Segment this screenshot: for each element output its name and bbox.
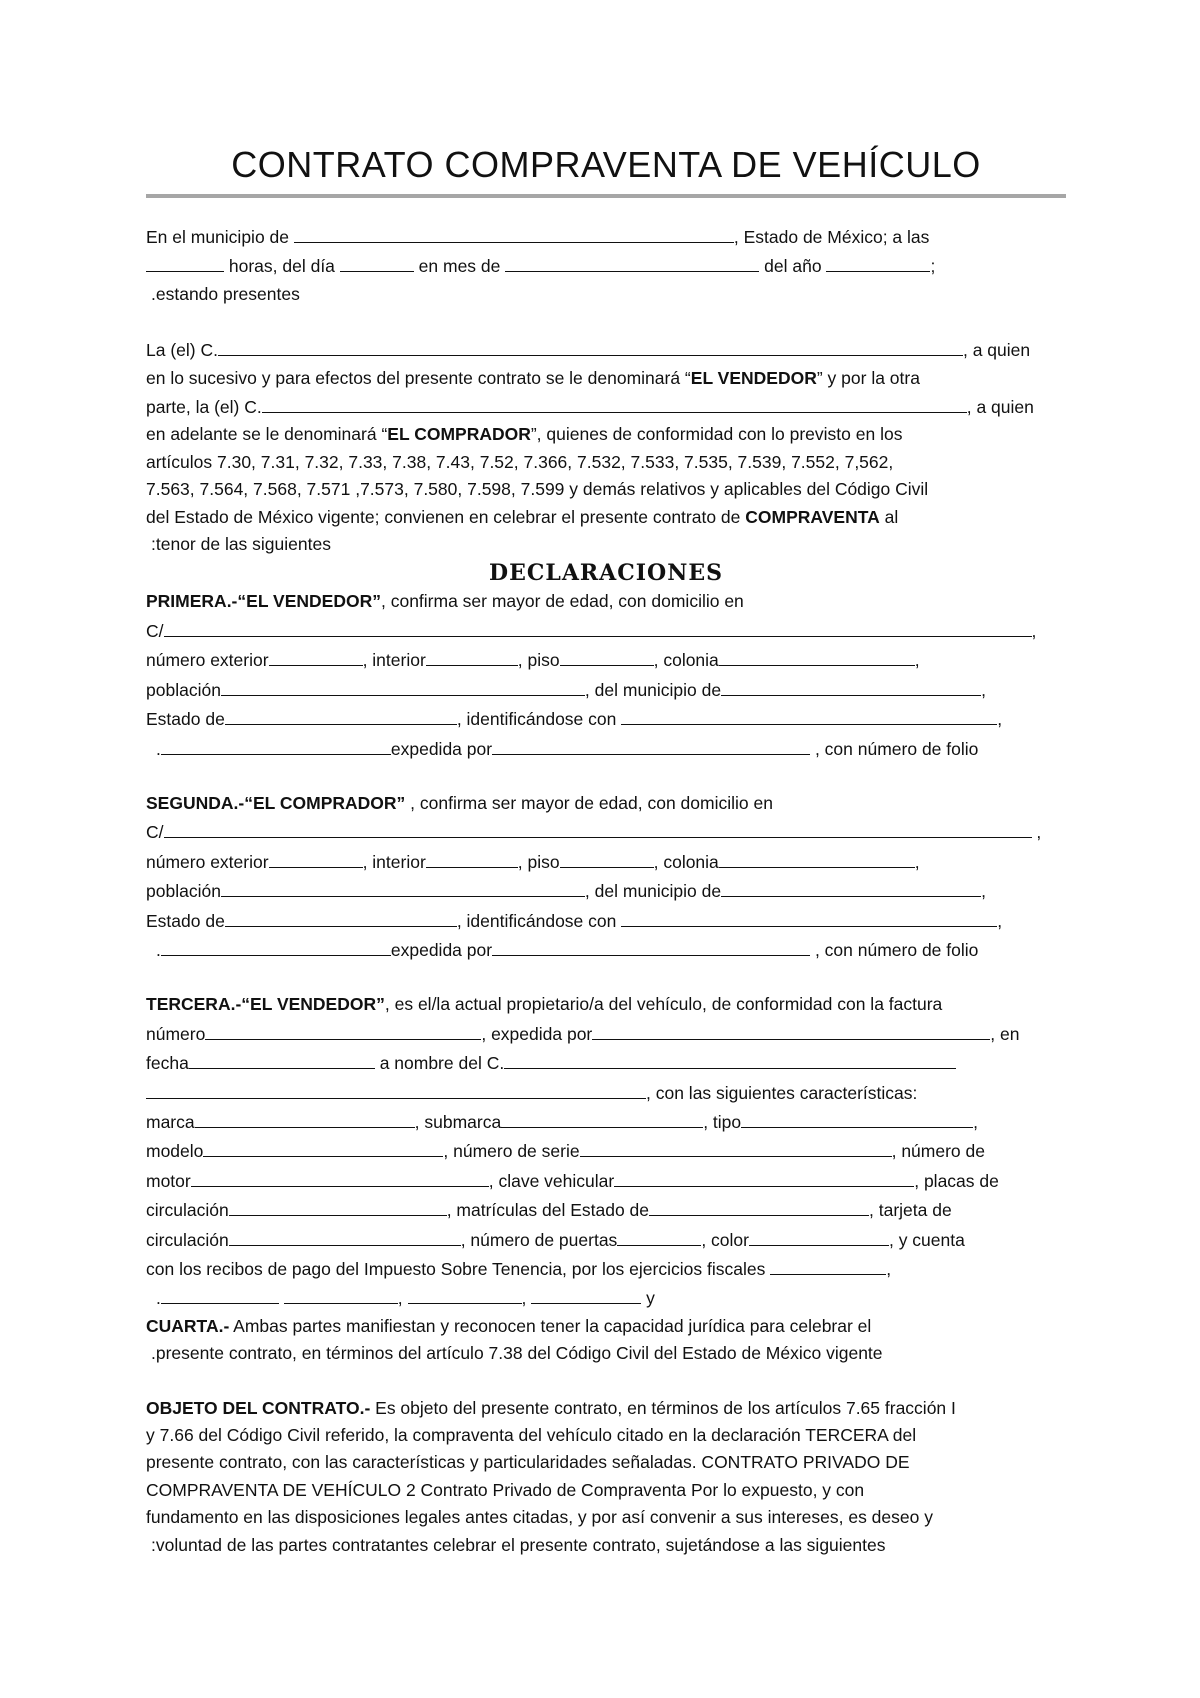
primera-interior-blank[interactable]: [426, 645, 518, 666]
poblacion-label: población: [146, 881, 221, 902]
color-label: , color: [701, 1229, 749, 1250]
factura-en-label: , en: [990, 1023, 1020, 1044]
numero-de-label: , número de: [891, 1141, 985, 1162]
y-cuenta-label: , y cuenta: [888, 1229, 965, 1250]
ejercicio-fiscal-blank-3[interactable]: [284, 1283, 398, 1304]
primera-calle-line: [146, 616, 1066, 645]
a-nombre-blank-continued[interactable]: [146, 1078, 646, 1099]
tercera-label: TERCERA.-: [146, 994, 242, 1015]
tercera-caracteristicas-line: [146, 1078, 1066, 1107]
segunda-expedida-blank[interactable]: [492, 935, 810, 956]
vendedor-name-blank[interactable]: [218, 335, 963, 356]
comma: ,: [981, 881, 986, 902]
tercera-line-1: , es el/la actual propietario/a del vehículo, de conformidad con la factura: [384, 994, 943, 1015]
comma: ,: [973, 1111, 979, 1132]
declaraciones-heading: DECLARACIONES: [489, 560, 723, 587]
clave-vehicular-label: , clave vehicular: [488, 1170, 615, 1191]
intro-semicolon: ;: [930, 256, 936, 277]
y-label: y: [646, 1288, 655, 1309]
submarca-blank[interactable]: [501, 1107, 703, 1128]
segunda-interior-blank[interactable]: [426, 847, 518, 868]
piso-label: , piso: [517, 650, 560, 671]
estado-label: Estado de: [146, 910, 225, 931]
parties-line-3: [146, 392, 1066, 421]
numero-serie-blank[interactable]: [580, 1136, 892, 1157]
a-nombre-label: a nombre del C.: [379, 1053, 505, 1074]
dot: .: [156, 939, 161, 960]
segunda-municipio-blank[interactable]: [721, 876, 981, 897]
comprador-term: EL COMPRADOR: [387, 424, 531, 445]
identificandose-label: , identificándose con: [456, 709, 617, 730]
dot: .: [156, 1288, 161, 1309]
poblacion-label: población: [146, 679, 221, 700]
parties-line-1: [146, 335, 1066, 364]
segunda-identificacion-blank[interactable]: [621, 906, 997, 927]
comma: ,: [997, 910, 1003, 931]
tercera-motor-line: [146, 1166, 1066, 1195]
segunda-poblacion-line: [146, 876, 1066, 905]
primera-poblacion-blank[interactable]: [221, 675, 585, 696]
marca-label: marca: [146, 1111, 195, 1132]
segunda-label: SEGUNDA.-: [146, 792, 245, 813]
segunda-heading: [146, 790, 1066, 817]
folio-label: , con número de folio: [814, 738, 979, 759]
tercera-modelo-line: [146, 1136, 1066, 1165]
municipio-blank[interactable]: [294, 222, 734, 243]
primera-identificacion-numero-blank[interactable]: [161, 734, 391, 755]
cuarta-line-1: [146, 1313, 1066, 1340]
vendedor-term: EL VENDEDOR: [690, 367, 817, 388]
primera-party: “EL VENDEDOR”: [237, 591, 381, 612]
segunda-estado-line: [146, 906, 1066, 935]
la-el-label: La (el) C.: [146, 340, 218, 361]
primera-text: , confirma ser mayor de edad, con domicilio en: [380, 591, 744, 612]
tercera-puertas-line: [146, 1225, 1066, 1254]
parties-line-2-post: ” y por la otra: [816, 367, 920, 388]
tercera-recibos-line: [146, 1254, 1066, 1283]
matriculas-label: , matrículas del Estado de: [446, 1200, 650, 1221]
objeto-line-4: COMPRAVENTA DE VEHÍCULO 2 Contrato Privado de Compraventa Por lo expuesto, y con: [146, 1479, 865, 1500]
segunda-calle-line: [146, 817, 1066, 846]
segunda-numero-exterior-blank[interactable]: [269, 847, 363, 868]
comma: ,: [914, 851, 920, 872]
intro-line-1: [146, 222, 1066, 251]
parties-line-7-post: al: [884, 506, 899, 527]
segunda-calle-blank[interactable]: [164, 817, 1032, 838]
tercera-fecha-line: [146, 1048, 1066, 1077]
submarca-label: , submarca: [414, 1111, 502, 1132]
intro-line-2: [146, 251, 1066, 280]
municipio-label: , del municipio de: [584, 679, 722, 700]
expedida-por-label: expedida por: [390, 738, 493, 759]
page-title: CONTRATO COMPRAVENTA DE VEHÍCULO: [231, 144, 981, 185]
clave-vehicular-blank[interactable]: [614, 1166, 914, 1187]
dia-blank[interactable]: [340, 251, 414, 272]
municipio-label: , del municipio de: [584, 881, 722, 902]
calle-label: C/: [146, 620, 164, 641]
comma: ,: [1036, 822, 1042, 843]
cuarta-label: CUARTA.-: [146, 1315, 230, 1336]
motor-blank[interactable]: [191, 1166, 489, 1187]
segunda-colonia-blank[interactable]: [719, 847, 915, 868]
intro-municipio-label: En el municipio de: [146, 227, 289, 247]
numero-puertas-blank[interactable]: [617, 1225, 701, 1246]
tarjeta-label: , tarjeta de: [869, 1200, 952, 1221]
primera-expedida-line: [146, 734, 1066, 763]
primera-numero-line: [146, 645, 1066, 674]
factura-numero-label: número: [146, 1023, 206, 1044]
numero-puertas-label: , número de puertas: [460, 1229, 618, 1250]
primera-identificacion-blank[interactable]: [621, 704, 997, 725]
parties-line-5: artículos 7.30, 7.31, 7.32, 7.33, 7.38, 7.43, 7.52, 7.366, 7.532, 7.533, 7.535, 7.539, 7.552, 7,562,: [146, 451, 894, 472]
tercera-heading: [146, 991, 1066, 1018]
parties-line-4-pre: en adelante se le denominará “: [146, 424, 388, 445]
cuarta-line-2: .presente contrato, en términos del artículo 7.38 del Código Civil del Estado de México vigente: [151, 1343, 883, 1364]
caracteristicas-label: , con las siguientes características:: [646, 1082, 918, 1103]
parties-line-2: [146, 365, 1066, 392]
parties-line-8: :tenor de las siguientes: [151, 534, 331, 555]
tarjeta-blank[interactable]: [229, 1225, 461, 1246]
modelo-blank[interactable]: [203, 1136, 443, 1157]
segunda-poblacion-blank[interactable]: [221, 876, 585, 897]
primera-expedida-blank[interactable]: [492, 734, 810, 755]
intro-presentes: .estando presentes: [151, 283, 300, 304]
factura-expedida-blank[interactable]: [592, 1019, 990, 1040]
primera-municipio-blank[interactable]: [721, 675, 981, 696]
segunda-estado-blank[interactable]: [225, 906, 457, 927]
parties-line-4: [146, 421, 1066, 448]
factura-numero-blank[interactable]: [205, 1019, 481, 1040]
marca-blank[interactable]: [195, 1107, 415, 1128]
tercera-marca-line: [146, 1107, 1066, 1136]
intro-mes-text: en mes de: [418, 256, 501, 277]
numero-exterior-label: número exterior: [146, 851, 269, 872]
a-quien-1: , a quien: [962, 340, 1031, 361]
objeto-line-6: :voluntad de las partes contratantes celebrar el presente contrato, sujetándose a las siguientes: [151, 1534, 886, 1555]
primera-label: PRIMERA.-: [146, 591, 238, 612]
comprador-name-blank[interactable]: [262, 392, 967, 413]
compraventa-term: COMPRAVENTA: [745, 506, 880, 527]
objeto-line-5: fundamento en las disposiciones legales antes citadas, y por así convenir a sus intereses, es deseo y: [146, 1507, 933, 1528]
piso-label: , piso: [517, 851, 560, 872]
expedida-por-label: expedida por: [390, 939, 493, 960]
comma: ,: [397, 1288, 403, 1309]
parties-line-2-pre: en lo sucesivo y para efectos del presente contrato se le denominará “: [146, 367, 691, 388]
objeto-line-3: presente contrato, con las características y particularidades señaladas. CONTRATO PRIVADO DE: [146, 1452, 910, 1473]
parte-la-el-label: parte, la (el) C.: [146, 397, 262, 418]
interior-label: , interior: [362, 851, 426, 872]
tercera-circulacion-line: [146, 1195, 1066, 1224]
objeto-line-1: [146, 1395, 1066, 1422]
matriculas-blank[interactable]: [649, 1195, 869, 1216]
dot: .: [156, 738, 161, 759]
factura-fecha-label: fecha: [146, 1053, 189, 1074]
segunda-expedida-line: [146, 935, 1066, 964]
circulacion-label: circulación: [146, 1229, 229, 1250]
comma: ,: [997, 709, 1003, 730]
intro-horas-text: horas, del día: [228, 256, 335, 277]
tipo-blank[interactable]: [741, 1107, 973, 1128]
ejercicio-fiscal-blank-1[interactable]: [770, 1254, 886, 1275]
recibos-label: con los recibos de pago del Impuesto Sobre Tenencia, por los ejercicios fiscales: [146, 1259, 766, 1279]
factura-fecha-blank[interactable]: [189, 1048, 375, 1069]
intro-estado-text: , Estado de México; a las: [733, 227, 930, 247]
comma: ,: [981, 679, 986, 700]
factura-expedida-label: , expedida por: [481, 1023, 593, 1044]
colonia-label: , colonia: [653, 851, 719, 872]
tercera-ejercicios-line: [146, 1283, 1066, 1312]
horas-blank[interactable]: [146, 251, 224, 272]
comma: ,: [886, 1259, 892, 1279]
parties-line-4-post: ”, quienes de conformidad con lo previsto en los: [530, 424, 903, 445]
placas-label: , placas de: [914, 1170, 999, 1191]
cuarta-text-1: Ambas partes manifiestan y reconocen tener la capacidad jurídica para celebrar el: [229, 1315, 872, 1336]
objeto-label: OBJETO DEL CONTRATO.-: [146, 1397, 371, 1418]
interior-label: , interior: [362, 650, 426, 671]
primera-heading: [146, 588, 1066, 615]
primera-calle-blank[interactable]: [164, 616, 1032, 637]
identificandose-label: , identificándose con: [456, 910, 617, 931]
modelo-label: modelo: [146, 1141, 204, 1162]
objeto-text-1: Es objeto del presente contrato, en términos de los artículos 7.65 fracción I: [370, 1397, 956, 1418]
estado-label: Estado de: [146, 709, 225, 730]
circulacion-label: circulación: [146, 1200, 229, 1221]
ejercicio-fiscal-blank-4[interactable]: [408, 1283, 522, 1304]
parties-line-6: 7.563, 7.564, 7.568, 7.571 ,7.573, 7.580, 7.598, 7.599 y demás relativos y aplicables del Código Civil: [146, 479, 929, 500]
ejercicio-fiscal-blank-5[interactable]: [531, 1283, 641, 1304]
intro-anio-text: del año: [764, 256, 822, 277]
comma: ,: [914, 650, 920, 671]
placas-blank[interactable]: [229, 1195, 447, 1216]
a-nombre-blank[interactable]: [504, 1048, 956, 1069]
colonia-label: , colonia: [653, 650, 719, 671]
primera-estado-blank[interactable]: [225, 704, 457, 725]
segunda-party: “EL COMPRADOR”: [244, 792, 406, 813]
primera-numero-exterior-blank[interactable]: [269, 645, 363, 666]
anio-blank[interactable]: [826, 251, 930, 272]
segunda-identificacion-numero-blank[interactable]: [161, 935, 391, 956]
primera-colonia-blank[interactable]: [719, 645, 915, 666]
tercera-factura-line: [146, 1019, 1066, 1048]
title-underline: [146, 194, 1066, 198]
segunda-text: , confirma ser mayor de edad, con domicilio en: [405, 792, 773, 813]
tercera-party: “EL VENDEDOR”: [241, 994, 385, 1015]
contract-page: [146, 140, 1066, 1559]
ejercicio-fiscal-blank-2[interactable]: [161, 1283, 279, 1304]
calle-label: C/: [146, 822, 164, 843]
folio-label: , con número de folio: [814, 939, 979, 960]
objeto-line-2: y 7.66 del Código Civil referido, la compraventa del vehículo citado en la declaración TERCERA del: [146, 1425, 917, 1446]
segunda-numero-line: [146, 847, 1066, 876]
mes-blank[interactable]: [505, 251, 759, 272]
comma: ,: [521, 1288, 527, 1309]
color-blank[interactable]: [749, 1225, 889, 1246]
numero-serie-label: , número de serie: [443, 1141, 580, 1162]
motor-label: motor: [146, 1170, 191, 1191]
tipo-label: , tipo: [703, 1111, 742, 1132]
comma: ,: [1031, 620, 1037, 641]
primera-poblacion-line: [146, 675, 1066, 704]
a-quien-2: , a quien: [966, 397, 1034, 418]
parties-line-7-pre: del Estado de México vigente; convienen en celebrar el presente contrato de: [146, 506, 741, 527]
parties-line-7: [146, 504, 1066, 531]
numero-exterior-label: número exterior: [146, 650, 269, 671]
segunda-piso-blank[interactable]: [560, 847, 654, 868]
primera-piso-blank[interactable]: [560, 645, 654, 666]
primera-estado-line: [146, 704, 1066, 733]
